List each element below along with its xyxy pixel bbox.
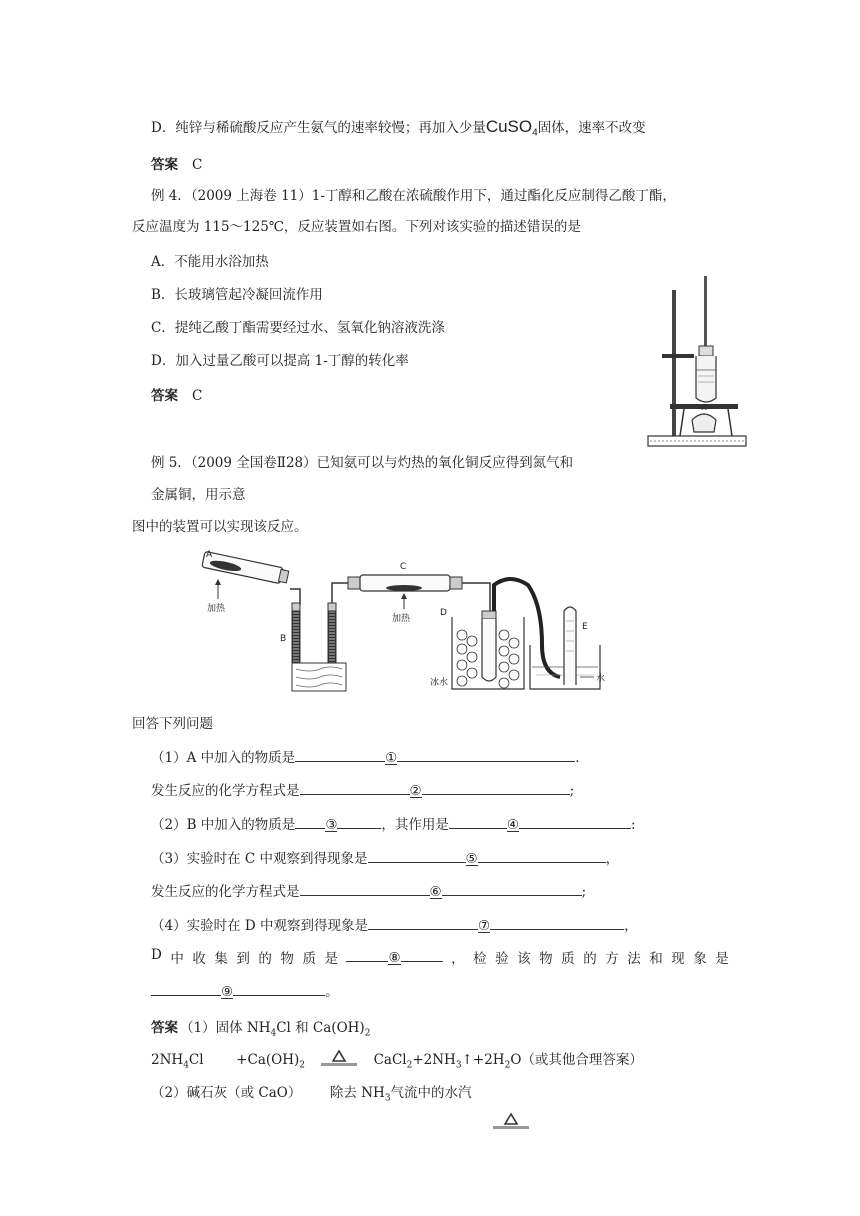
question-1a: （1）A 中加入的物质是 ① . — [151, 746, 580, 766]
marker-3: ③ — [325, 817, 338, 833]
example-4-line-1: 例 4．（2009 上海卷 11）1-丁醇和乙酸在浓硫酸作用下，通过酯化反应制得乙酸丁酯， — [151, 188, 676, 204]
label-b: B — [280, 634, 287, 644]
answer-line-1: 答案 C — [151, 157, 203, 173]
example-5-line-1: 例 5．（2009 全国卷Ⅱ28）已知氨可以与灼热的氧化铜反应得到氮气和 — [151, 455, 574, 471]
marker-2: ② — [409, 783, 422, 799]
label-water: 水 — [596, 674, 606, 684]
question-3b: 发生反应的化学方程式是 ⑥ ; — [151, 880, 586, 900]
question-4b: D 中 收 集 到 的 物 质 是 ⑧ ， 检 验 该 物 质 的 方 法 和 现 象 是 — [151, 947, 729, 967]
label-ice-water: 冰水 — [430, 678, 449, 688]
heating-symbol — [493, 1112, 529, 1132]
option-d: D．加入过量乙酸可以提高 1-丁醇的转化率 — [151, 353, 409, 369]
cuso4-formula: CuSO — [485, 117, 533, 136]
marker-4: ④ — [506, 817, 520, 833]
option-c: C．提纯乙酸丁酯需要经过水、氢氧化钠溶液洗涤 — [151, 320, 445, 336]
reflux-apparatus-figure — [644, 270, 754, 460]
question-3a: （3）实验时在 C 中观察到得现象是 ⑤ ， — [151, 847, 619, 867]
label-a: A — [206, 550, 213, 560]
answer-2: （2）碱石灰（或 CaO） 除去 $NH_3$气流中的水汽 — [151, 1085, 472, 1104]
option-a: A．不能用水浴加热 — [151, 254, 269, 270]
question-4c: ⑨ 。 — [151, 980, 339, 1000]
question-2: （2）B 中加入的物质是 ③ ，其作用是 ④ : — [151, 813, 636, 833]
answer-equation: $2NH_4Cl +Ca(OH)_2$ $CaCl_2+2NH_3↑+2H_2O$（或其他合理答案） — [151, 1048, 643, 1073]
label-d: D — [440, 608, 447, 618]
marker-8: ⑧ — [388, 950, 401, 966]
heating-condition-symbol — [321, 1049, 357, 1073]
marker-7: ⑦ — [478, 918, 491, 934]
question-1b: 发生反应的化学方程式是 ② ; — [151, 779, 574, 799]
marker-6: ⑥ — [429, 884, 442, 900]
answer-1: 答案 （1）固体 $NH_4Cl$ 和 $Ca(OH)_2$ — [151, 1020, 371, 1039]
marker-5: ⑤ — [465, 851, 478, 867]
marker-9: ⑨ — [221, 984, 234, 1000]
label-c: C — [400, 562, 407, 572]
ammonia-apparatus-diagram — [190, 545, 620, 695]
example-4-line-2: 反应温度为 115～125℃，反应装置如右图。下列对该实验的描述错误的是 — [132, 219, 581, 235]
label-heat-1: 加热 — [207, 604, 226, 614]
example-5-line-2: 金属铜，用示意 — [151, 487, 246, 503]
example-5-line-3: 图中的装置可以实现该反应。 — [132, 519, 308, 535]
question-4a: （4）实验时在 D 中观察到得现象是 ⑦ ， — [151, 914, 638, 934]
marker-1: ① — [385, 750, 398, 766]
answer-line-2: 答案 C — [151, 388, 203, 404]
option-b: B．长玻璃管起冷凝回流作用 — [151, 287, 323, 303]
option-d-zinc: D．纯锌与稀硫酸反应产生氨气的速率较慢；再加入少量CuSO$_4$固体，速率不改变 — [151, 117, 646, 139]
questions-intro: 回答下列问题 — [132, 716, 213, 732]
label-heat-2: 加热 — [392, 614, 411, 624]
label-e: E — [582, 622, 588, 632]
